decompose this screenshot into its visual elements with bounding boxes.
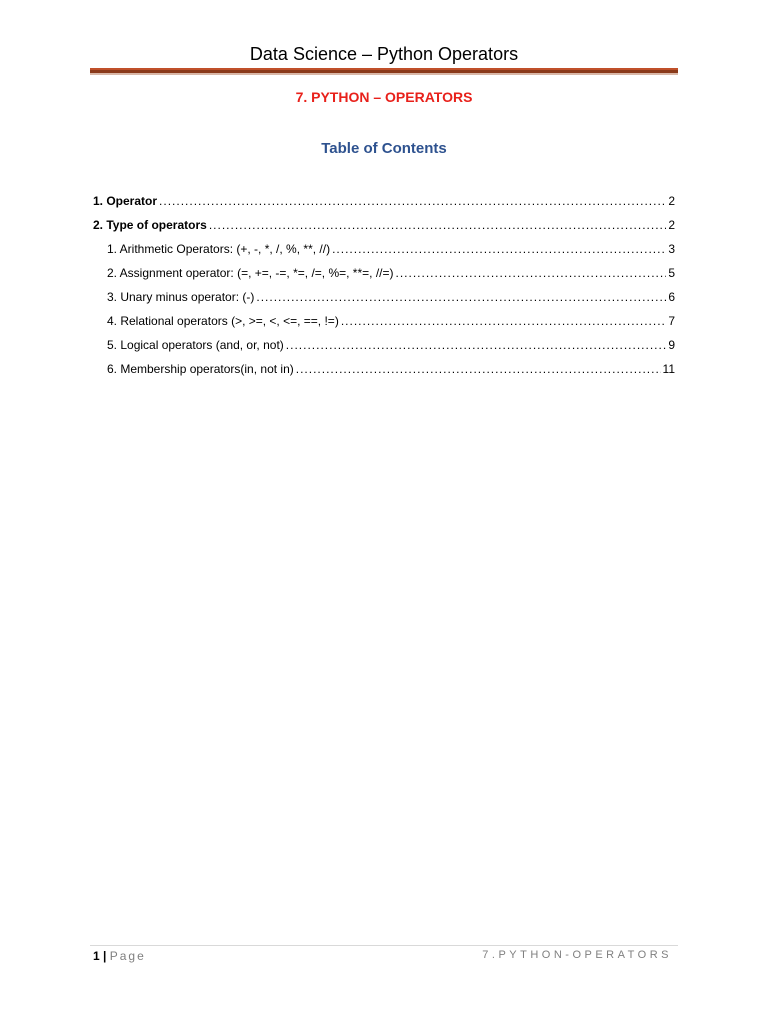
toc-entry-page: 2 [668, 218, 675, 232]
toc-entry[interactable] [93, 289, 675, 313]
toc-entry-page: 2 [668, 194, 675, 208]
toc-entry[interactable] [93, 361, 675, 385]
toc-entry[interactable] [93, 217, 675, 241]
toc-dot-leader [159, 193, 666, 209]
toc-entry[interactable] [93, 193, 675, 217]
toc-dot-leader [296, 361, 661, 377]
footer-page-number: 1 [93, 949, 100, 963]
toc-entry-text: 4. Relational operators (>, >=, <, <=, ==, !=) [107, 314, 339, 328]
toc-entry[interactable] [93, 265, 675, 289]
toc-entry-page: 3 [668, 242, 675, 256]
header-rule-shadow [90, 73, 678, 75]
toc-dot-leader [332, 241, 666, 257]
toc-entry-text: 1. Arithmetic Operators: (+, -, *, /, %, **, //) [107, 242, 331, 256]
toc-entry-text: 2. Type of operators [93, 218, 207, 232]
toc-dot-leader [209, 217, 667, 233]
toc-dot-leader [341, 313, 667, 329]
chapter-title: 7. PYTHON – OPERATORS [295, 89, 473, 105]
toc-heading: Table of Contents [321, 140, 447, 157]
toc-dot-leader [286, 337, 667, 353]
toc-entry-text: 1. Operator [93, 194, 158, 208]
footer-rule [90, 945, 678, 946]
footer-separator: | [103, 949, 107, 963]
toc-entry-page: 9 [668, 338, 675, 352]
toc-entry-text: 6. Membership operators(in, not in) [107, 362, 294, 376]
toc-entry-page: 11 [662, 362, 675, 376]
toc-entry-page: 6 [668, 290, 675, 304]
table-of-contents [93, 193, 675, 385]
toc-entry-text: 5. Logical operators (and, or, not) [107, 338, 284, 352]
footer-page-info [93, 949, 146, 963]
toc-entry-page: 7 [668, 314, 675, 328]
footer-page-label: Page [109, 949, 146, 963]
toc-dot-leader [396, 265, 667, 281]
toc-entry-text: 3. Unary minus operator: (-) [107, 290, 255, 304]
toc-entry-page: 5 [668, 266, 675, 280]
toc-entry[interactable] [93, 337, 675, 361]
toc-entry-text: 2. Assignment operator: (=, +=, -=, *=, /=, %=, **=, //=) [107, 266, 394, 280]
header-title: Data Science – Python Operators [249, 44, 519, 64]
footer-chapter-label: 7.PYTHON-OPERATORS [482, 949, 672, 961]
toc-entry[interactable] [93, 241, 675, 265]
toc-entry[interactable] [93, 313, 675, 337]
toc-dot-leader [256, 289, 666, 305]
